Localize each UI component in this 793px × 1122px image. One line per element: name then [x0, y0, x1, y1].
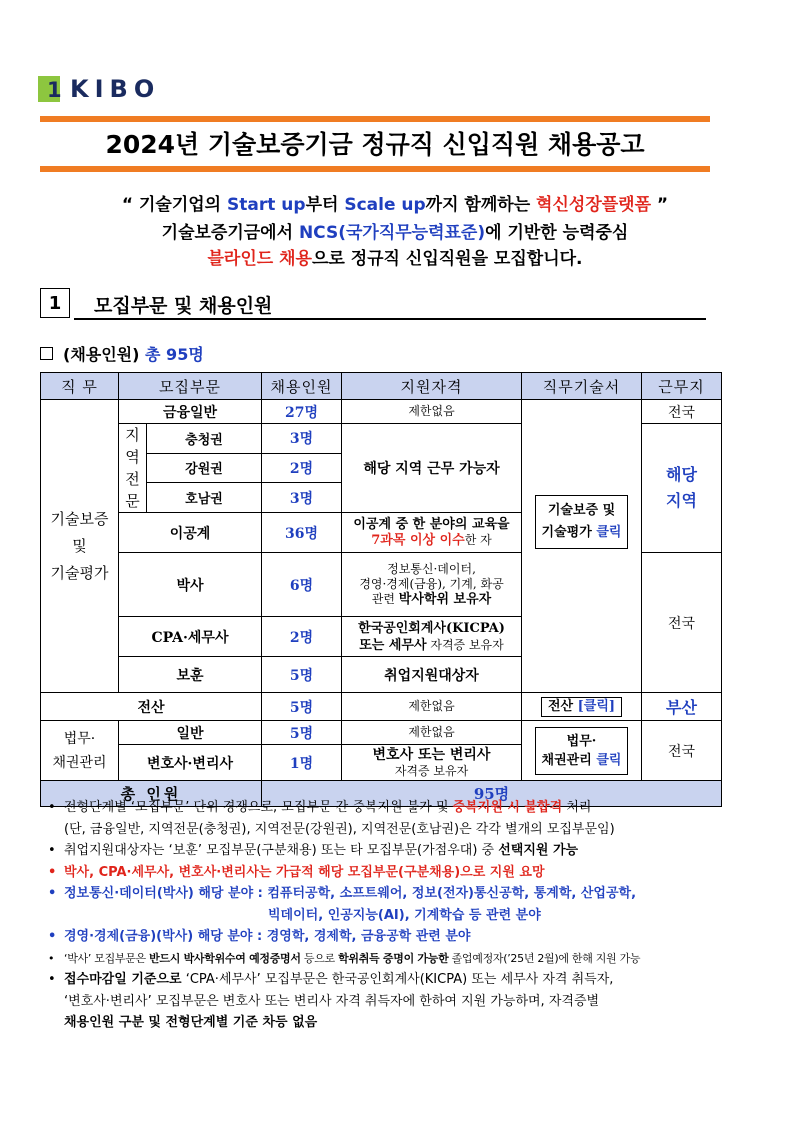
note-item: • ‘박사’ 모집부문은 반드시 박사학위수여 예정증명서 등으로 학위취득 증명이 가능한 졸업예정자(’25년 2월)에 한해 지원 가능 [48, 948, 728, 970]
note-item: • 전형단계별 ‘모집부문’ 단위 경쟁으로, 모집부문 간 중복지원 불가 및 중복지원 시 불합격 처리 [48, 797, 728, 819]
checkbox-icon [40, 347, 53, 360]
note-item: • 경영·경제(금융)(박사) 해당 분야 : 경영학, 경제학, 금융공학 관련 분야 [48, 926, 728, 948]
table-row: CPA·세무사 2명 한국공인회계사(KICPA) 또는 세무사 자격증 보유자 [41, 617, 722, 657]
note-item: • 정보통신·데이터(박사) 해당 분야 : 컴퓨터공학, 소프트웨어, 정보(전자)통신공학, 통계학, 산업공학, [48, 883, 728, 905]
total-row: 총 인원 95명 [41, 781, 722, 807]
table-row: 기술보증 및 기술평가 금융일반 27명 제한없음 전국 [41, 400, 722, 424]
header-qual: 지원자격 [342, 373, 522, 400]
header-desc: 직무기술서 [522, 373, 642, 400]
header-dept: 모집부문 [119, 373, 262, 400]
table-row: 법무· 채권관리 일반 5명 제한없음 법무· 채권관리 클릭 전국 [41, 721, 722, 745]
notes-list: • 전형단계별 ‘모집부문’ 단위 경쟁으로, 모집부문 간 중복지원 불가 및 중복지원 시 불합격 처리 (단, 금융일반, 지역전문(충청권), 지역전문(강원권), 지역전문(호남권)은 각각 별개의 모집부문임) • 취업지원대상자는 ‘보훈’ 모집부문(구분채용) 또는 타 모집부문(가점우대) 중 선택지원 가능 • 박사, CPA·세무사, 변호사·변리사는 가급적 해당 모집부문(구분채용)으로 지원 요망 • 정보통신·데이터(박사) 해당 분야 : 컴퓨터공학, 소프트웨어, 정보(전자)통신공학, 통계학, 산업공학, 빅데이터, 인공지능(AI), 기계학습 등 관련 분야 • 경영·경제(금융)(박사) 해당 분야 : 경영학, 경제학, 금융공학 관련 분야 • ‘박사’ 모집부문은 반드시 박사학위수여 예정증명서 등으로 학위취득 증명이 가능한 졸업예정자(’25년 2월)에 한해 지원 가능 • 접수마감일 기준으로 ‘CPA·세무사’ 모집부문은 한국공인회계사(KICPA) 또는 세무사 자격 취득자, ‘변호사·변리사’ 모집부문은 변호사 또는 변리사 자격 취득자에 한하여 지원 가능하며, 자격증별 채용인원 구분 및 전형단계별 기준 차등 없음 [48, 797, 728, 1034]
table-row: 지역 전문 충청권 3명 해당 지역 근무 가능자 해당 지역 [41, 424, 722, 454]
header-location: 근무지 [642, 373, 722, 400]
job-tech: 기술보증 및 기술평가 [41, 400, 119, 693]
title-bottom-bar [40, 166, 710, 172]
intro-line-2: 기술보증기금에서 NCS(국가직무능력표준)에 기반한 능력중심 [161, 223, 629, 243]
intro-line-1: “ 기술기업의 Start up부터 Scale up까지 함께하는 혁신성장플랫폼 ” [121, 195, 669, 215]
logo-mark: 1 [38, 76, 60, 102]
note-item: • 취업지원대상자는 ‘보훈’ 모집부문(구분채용) 또는 타 모집부문(가점우대) 중 선택지원 가능 [48, 840, 728, 862]
tech-desc-button[interactable]: 기술보증 및 기술평가 클릭 [535, 495, 629, 549]
recruit-table [40, 372, 722, 807]
header-job: 직 무 [41, 373, 119, 400]
tech-desc-cell [522, 502, 642, 693]
regional-label: 지역 전문 [119, 424, 147, 513]
page-title: 2024년 기술보증기금 정규직 신입직원 채용공고 [105, 130, 645, 159]
table-row: 강원권 2명 [41, 453, 722, 483]
header-count: 채용인원 [262, 373, 342, 400]
section-number: 1 [40, 288, 70, 318]
logo-text: KIBO [70, 75, 161, 103]
table-header-row [41, 373, 722, 400]
note-item: • 접수마감일 기준으로 ‘CPA·세무사’ 모집부문은 한국공인회계사(KICPA) 또는 세무사 자격 취득자, [48, 969, 728, 991]
table-row: 변호사·변리사 1명 변호사 또는 변리사 자격증 보유자 [41, 745, 722, 781]
table-row: 박사 6명 정보통신·데이터, 경영·경제(금융), 기계, 화공 관련 박사학위 보유자 기술보증 및 기술평가 클릭 전국 [41, 553, 722, 617]
section-underline [74, 318, 706, 320]
table-row: 이공계 36명 이공계 중 한 분야의 교육을 7과목 이상 이수한 자 [41, 513, 722, 553]
regional-location: 해당 지역 [642, 424, 722, 553]
section-title: 모집부문 및 채용인원 [94, 295, 273, 317]
recruit-count-heading: (채용인원) 총 95명 [40, 342, 204, 365]
intro-line-3: 블라인드 채용으로 정규직 신입직원을 모집합니다. [207, 249, 583, 269]
it-desc-button[interactable]: 전산 [클릭] [541, 697, 622, 717]
table-row: 보훈 5명 취업지원대상자 [41, 657, 722, 693]
legal-desc-button[interactable]: 법무· 채권관리 클릭 [535, 727, 629, 775]
table-row: 전산 5명 제한없음 전산 [클릭] 부산 [41, 693, 722, 721]
note-item: • 박사, CPA·세무사, 변호사·변리사는 가급적 해당 모집부문(구분채용)으로 지원 요망 [48, 862, 728, 884]
table-row: 호남권 3명 [41, 483, 722, 513]
kibo-logo [38, 76, 160, 102]
